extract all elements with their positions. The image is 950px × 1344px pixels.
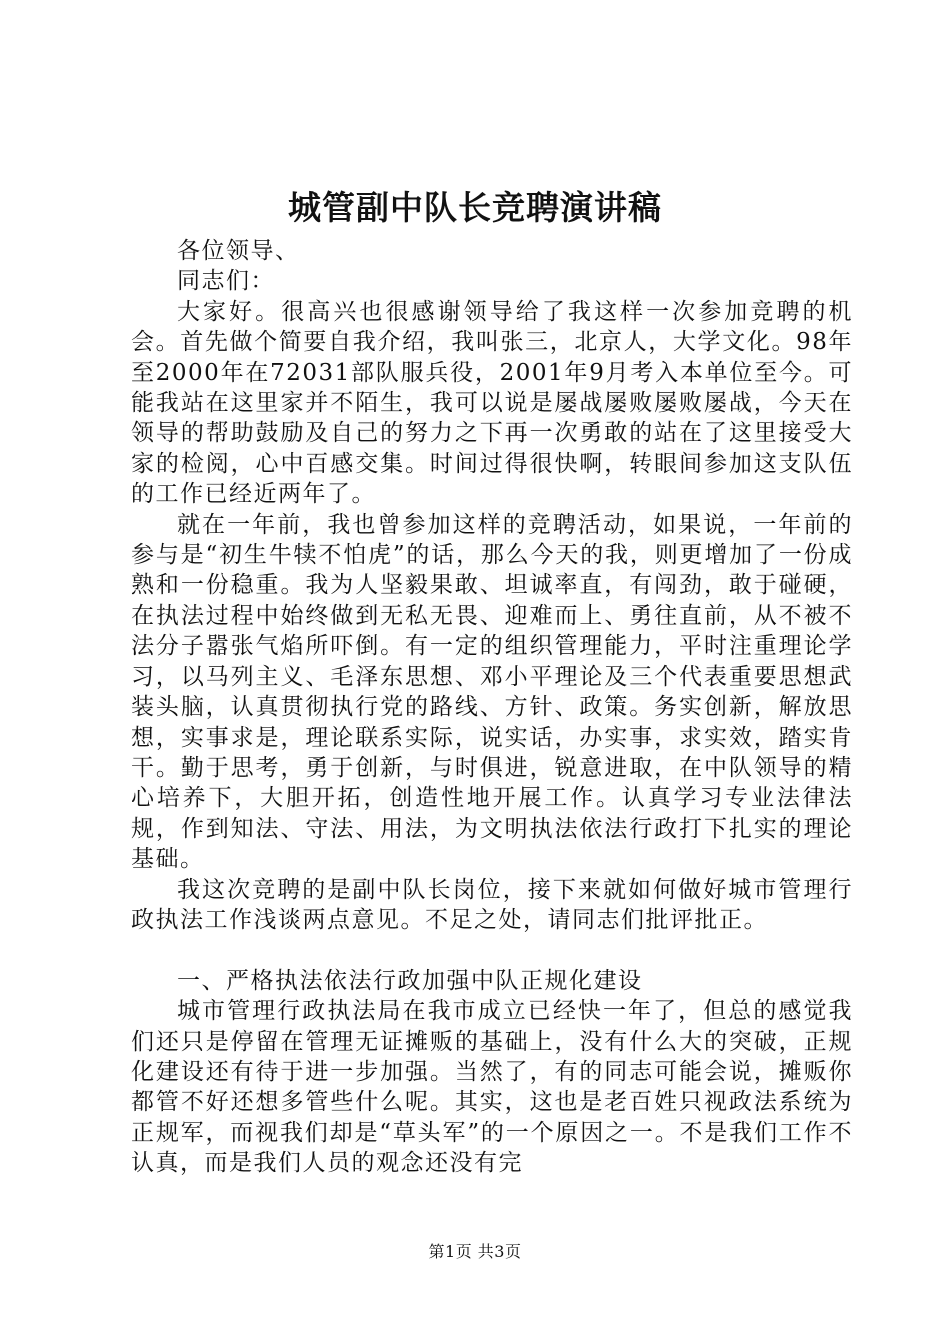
section-heading: 一、严格执法依法行政加强中队正规化建设: [177, 967, 643, 994]
document-body: [131, 236, 853, 1179]
paragraph-position: 我这次竞聘的是副中队长岗位，接下来就如何做好城市管理行政执法工作浅谈两点意见。不足之处，请同志们批评批正。: [131, 876, 853, 933]
greeting-line-2: 同志们：: [177, 268, 275, 295]
paragraph-intro: 大家好。很高兴也很感谢领导给了我这样一次参加竞聘的机会。首先做个简要自我介绍，我叫张三，北京人，大学文化。98年至2000年在72031部队服兵役，2001年9月考入本单位至今。可能我站在这里家并不陌生，我可以说是屡战屡败屡败屡战，今天在领导的帮助鼓励及自己的努力之下再一次勇敢的站在了这里接受大家的检阅，心中百感交集。时间过得很快啊，转眼间参加这支队伍的工作已经近两年了。: [131, 298, 853, 508]
greeting-line-1: 各位领导、: [177, 238, 300, 264]
page-footer: 第1页 共3页: [428, 1242, 522, 1261]
paragraph-spacer: [131, 935, 853, 965]
section-paragraph: 城市管理行政执法局在我市成立已经快一年了，但总的感觉我们还只是停留在管理无证摊贩的基础上，没有什么大的突破，正规化建设还有待于进一步加强。当然了，有的同志可能会说，摊贩你都管不好还想多管些什么呢。其实，这也是老百姓只视政法系统为正规军，而视我们却是“草头军”的一个原因之一。不是我们工作不认真，而是我们人员的观念还没有完: [131, 998, 853, 1177]
paragraph-qualities: 就在一年前，我也曾参加这样的竞聘活动，如果说，一年前的参与是“初生牛犊不怕虎”的话，那么今天的我，则更增加了一份成熟和一份稳重。我为人坚毅果敢、坦诚率直，有闯劲，敢于碰硬，在执法过程中始终做到无私无畏、迎难而上、勇往直前，从不被不法分子嚣张气焰所吓倒。有一定的组织管理能力，平时注重理论学习，以马列主义、毛泽东思想、邓小平理论及三个代表重要思想武装头脑，认真贯彻执行党的路线、方针、政策。务实创新，解放思想，实事求是，理论联系实际，说实话，办实事，求实效，踏实肯干。勤于思考，勇于创新，与时俱进，锐意进取，在中队领导的精心培养下，大胆开拓，创造性地开展工作。认真学习专业法律法规，作到知法、守法、用法，为文明执法依法行政打下扎实的理论基础。: [131, 511, 853, 873]
document-title: 城管副中队长竞聘演讲稿: [288, 188, 662, 227]
